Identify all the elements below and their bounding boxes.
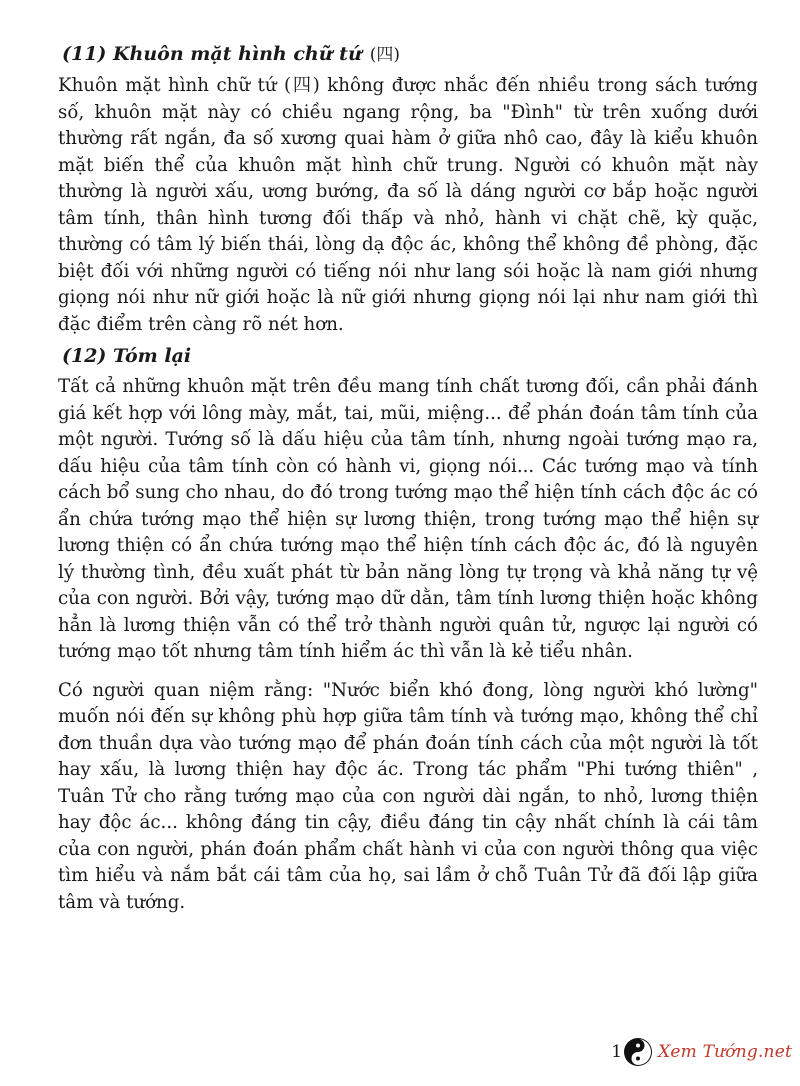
section-11-title-cjk: (四) bbox=[369, 45, 401, 65]
section-11-paragraph: Khuôn mặt hình chữ tứ (四) không được nhắc đến nhiều trong sách tướng số, khuôn mặt này có chiều ngang rộng, ba "Đình" từ trên xuống dưới thường rất ngắn, đa số xương quai hàm ở giữa nhô cao, đây là kiểu khuôn mặt biến thể của khuôn mặt hình chữ trung. Người có khuôn mặt này thường là người xấu, ương bướng, đa số là dáng người cơ bắp hoặc người tâm tính, thân hình tương đối thấp và nhỏ, hành vi chặt chẽ, kỳ quặc, thường có tâm lý biến thái, lòng dạ độc ác, không thể không đề phòng, đặc biệt đối với những người có tiếng nói như lang sói hoặc là nam giới nhưng giọng nói như nữ giới hoặc là nữ giới nhưng giọng nói lại như nam giới thì đặc điểm trên càng rõ nét hơn. bbox=[58, 75, 758, 335]
section-11-title: (11) Khuôn mặt hình chữ tứ bbox=[62, 43, 362, 65]
section-11-heading bbox=[62, 40, 758, 69]
yin-yang-icon bbox=[624, 1038, 652, 1066]
section-12-title: (12) Tóm lại bbox=[62, 345, 192, 367]
page-content bbox=[58, 40, 758, 916]
watermark bbox=[611, 1032, 792, 1072]
section-12-heading bbox=[62, 342, 758, 370]
watermark-brand[interactable]: Xem Tướng.net bbox=[658, 1042, 792, 1062]
section-12-paragraph-2: Có người quan niệm rằng: "Nước biển khó đong, lòng người khó lường" muốn nói đến sự không phù hợp giữa tâm tính và tướng mạo, không thể chỉ đơn thuần dựa vào tướng mạo để phán đoán tính cách của một người là tốt hay xấu, là lương thiện hay độc ác. Trong tác phẩm "Phi tướng thiên" , Tuân Tử cho rằng tướng mạo của con người dài ngắn, to nhỏ, lương thiện hay độc ác... không đáng tin cậy, điều đáng tin cậy nhất chính là cái tâm của con người, phán đoán phẩm chất hành vi của con người thông qua việc tìm hiểu và nắm bắt cái tâm của họ, sai lầm ở chỗ Tuân Tử đã đối lập giữa tâm và tướng. bbox=[58, 679, 758, 913]
page-number: 1 bbox=[611, 1042, 623, 1062]
section-12-paragraph-1: Tất cả những khuôn mặt trên đều mang tính chất tương đối, cần phải đánh giá kết hợp với lông mày, mắt, tai, mũi, miệng... để phán đoán tâm tính của một người. Tướng số là dấu hiệu của tâm tính, nhưng ngoài tướng mạo ra, dấu hiệu của tâm tính còn có hành vi, giọng nói... Các tướng mạo và tính cách bổ sung cho nhau, do đó trong tướng mạo thể hiện tính cách độc ác có ẩn chứa tướng mạo thể hiện sự lương thiện, trong tướng mạo thể hiện sự lương thiện có ẩn chứa tướng mạo thể hiện tính cách độc ác, đó là nguyên lý thường tình, đều xuất phát từ bản năng lòng tự trọng và khả năng tự vệ của con người. Bởi vậy, tướng mạo dữ dằn, tâm tính lương thiện hoặc không hẳn là lương thiện vẫn có thể trở thành người quân tử, ngược lại người có tướng mạo tốt nhưng tâm tính hiểm ác thì vẫn là kẻ tiểu nhân. bbox=[58, 376, 758, 662]
